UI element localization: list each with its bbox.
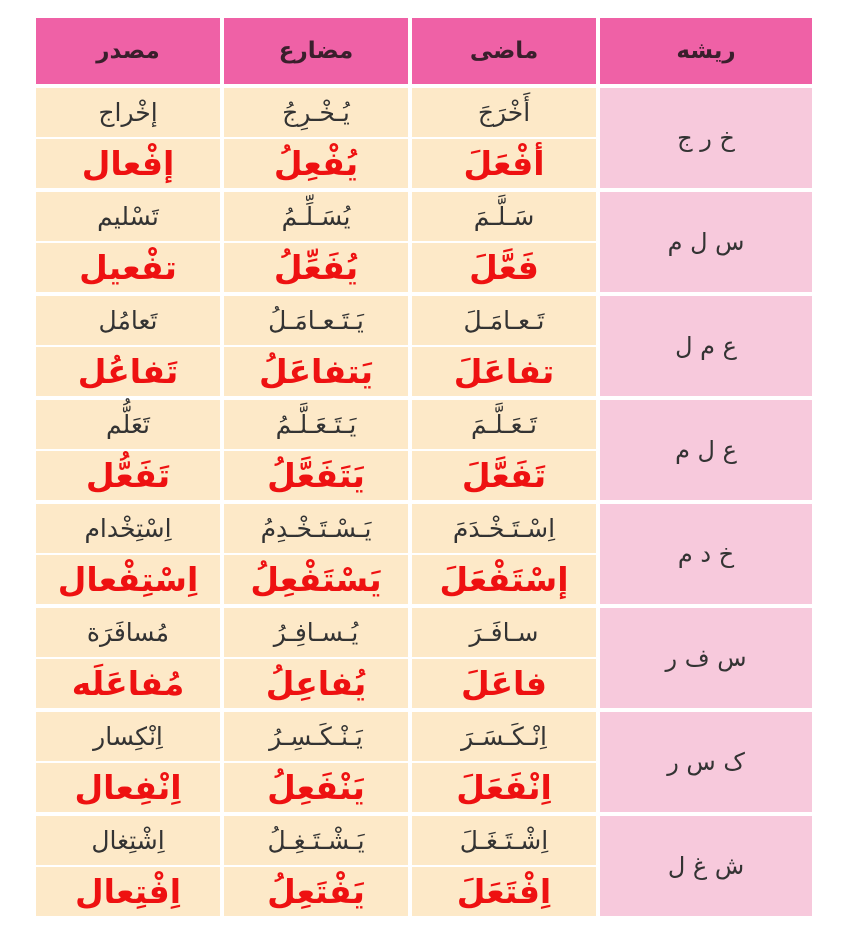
masdar-cell	[36, 504, 220, 604]
masdar-word: تَسْليم	[97, 202, 159, 231]
header-present: مضارع	[224, 18, 408, 84]
header-root: ریشه	[600, 18, 812, 84]
present-pattern: يُفَعِّلُ	[224, 241, 408, 292]
present-word: يُـسـافِـرُ	[273, 618, 359, 647]
masdar-pattern: تَفاعُل	[36, 345, 220, 396]
past-cell	[412, 608, 596, 708]
header-past: ماضی	[412, 18, 596, 84]
root-cell: ک س ر	[600, 712, 812, 812]
masdar-word: مُسافَرَة	[86, 618, 170, 647]
present-cell	[224, 296, 408, 396]
past-pattern: تفاعَلَ	[412, 345, 596, 396]
present-word: يَـتَـعـامَـلُ	[268, 306, 364, 335]
header-masdar: مصدر	[36, 18, 220, 84]
masdar-pattern: اِفْتِعال	[36, 865, 220, 916]
masdar-word: إخْراج	[98, 98, 158, 127]
present-pattern: يَنْفَعِلُ	[224, 761, 408, 812]
present-pattern: يَتفاعَلُ	[224, 345, 408, 396]
present-word: يَـتَـعَـلَّـمُ	[275, 410, 357, 439]
masdar-cell	[36, 400, 220, 500]
masdar-cell	[36, 816, 220, 916]
root-cell: ع ل م	[600, 400, 812, 500]
past-word: أَخْرَجَ	[477, 98, 531, 127]
past-cell	[412, 88, 596, 188]
morphology-table	[32, 18, 812, 916]
past-cell	[412, 192, 596, 292]
past-pattern: فاعَلَ	[412, 657, 596, 708]
past-word: تَـعَـلَّـمَ	[471, 410, 537, 439]
past-cell	[412, 712, 596, 812]
root-cell: خ د م	[600, 504, 812, 604]
present-cell	[224, 192, 408, 292]
present-pattern: يَسْتَفْعِلُ	[224, 553, 408, 604]
present-word: يُسَـلِّـمُ	[281, 202, 351, 231]
past-pattern: أفْعَلَ	[412, 137, 596, 188]
present-pattern: يَفْتَعِلُ	[224, 865, 408, 916]
past-word: تَـعـامَـلَ	[463, 306, 545, 335]
past-word: اِسْـتَـخْـدَمَ	[452, 514, 556, 543]
masdar-pattern: اِسْتِفْعال	[36, 553, 220, 604]
present-cell	[224, 816, 408, 916]
present-word: يُـخْـرِجُ	[282, 98, 350, 127]
root-cell: خ ر ج	[600, 88, 812, 188]
masdar-cell	[36, 88, 220, 188]
masdar-cell	[36, 712, 220, 812]
past-cell	[412, 400, 596, 500]
masdar-word: اِسْتِخْدام	[84, 514, 172, 543]
masdar-pattern: اِنْفِعال	[36, 761, 220, 812]
past-pattern: فَعَّلَ	[412, 241, 596, 292]
masdar-pattern: مُفاعَلَه	[36, 657, 220, 708]
masdar-cell	[36, 608, 220, 708]
past-pattern: اِنْفَعَلَ	[412, 761, 596, 812]
past-cell	[412, 296, 596, 396]
past-pattern: اِفْتَعَلَ	[412, 865, 596, 916]
present-cell	[224, 504, 408, 604]
past-word: اِنْـكَـسَـرَ	[461, 722, 547, 751]
masdar-pattern: تَفَعُّل	[36, 449, 220, 500]
present-word: يَـسْـتَـخْـدِمُ	[260, 514, 372, 543]
masdar-pattern: تفْعيل	[36, 241, 220, 292]
past-cell	[412, 504, 596, 604]
present-pattern: يُفْعِلُ	[224, 137, 408, 188]
root-cell: ع م ل	[600, 296, 812, 396]
masdar-word: اِنْكِسار	[93, 722, 163, 751]
present-pattern: يَتَفَعَّلُ	[224, 449, 408, 500]
past-word: سَـلَّـمَ	[473, 202, 535, 231]
present-word: يَـنْـكَـسِـرُ	[269, 722, 363, 751]
present-cell	[224, 712, 408, 812]
past-word: اِشْـتَـغَـلَ	[459, 826, 549, 855]
masdar-word: تَعَلُّم	[106, 410, 150, 439]
present-pattern: يُفاعِلُ	[224, 657, 408, 708]
present-cell	[224, 400, 408, 500]
masdar-word: تَعامُل	[98, 306, 158, 335]
past-pattern: تَفَعَّلَ	[412, 449, 596, 500]
root-cell: س ف ر	[600, 608, 812, 708]
masdar-cell	[36, 296, 220, 396]
root-cell: ش غ ل	[600, 816, 812, 916]
past-pattern: إسْتَفْعَلَ	[412, 553, 596, 604]
masdar-cell	[36, 192, 220, 292]
past-cell	[412, 816, 596, 916]
past-word: سـافَـرَ	[469, 618, 539, 647]
masdar-word: اِشْتِغال	[91, 826, 165, 855]
masdar-pattern: إفْعال	[36, 137, 220, 188]
present-cell	[224, 88, 408, 188]
root-cell: س ل م	[600, 192, 812, 292]
present-cell	[224, 608, 408, 708]
present-word: يَـشْـتَـغِـلُ	[267, 826, 365, 855]
